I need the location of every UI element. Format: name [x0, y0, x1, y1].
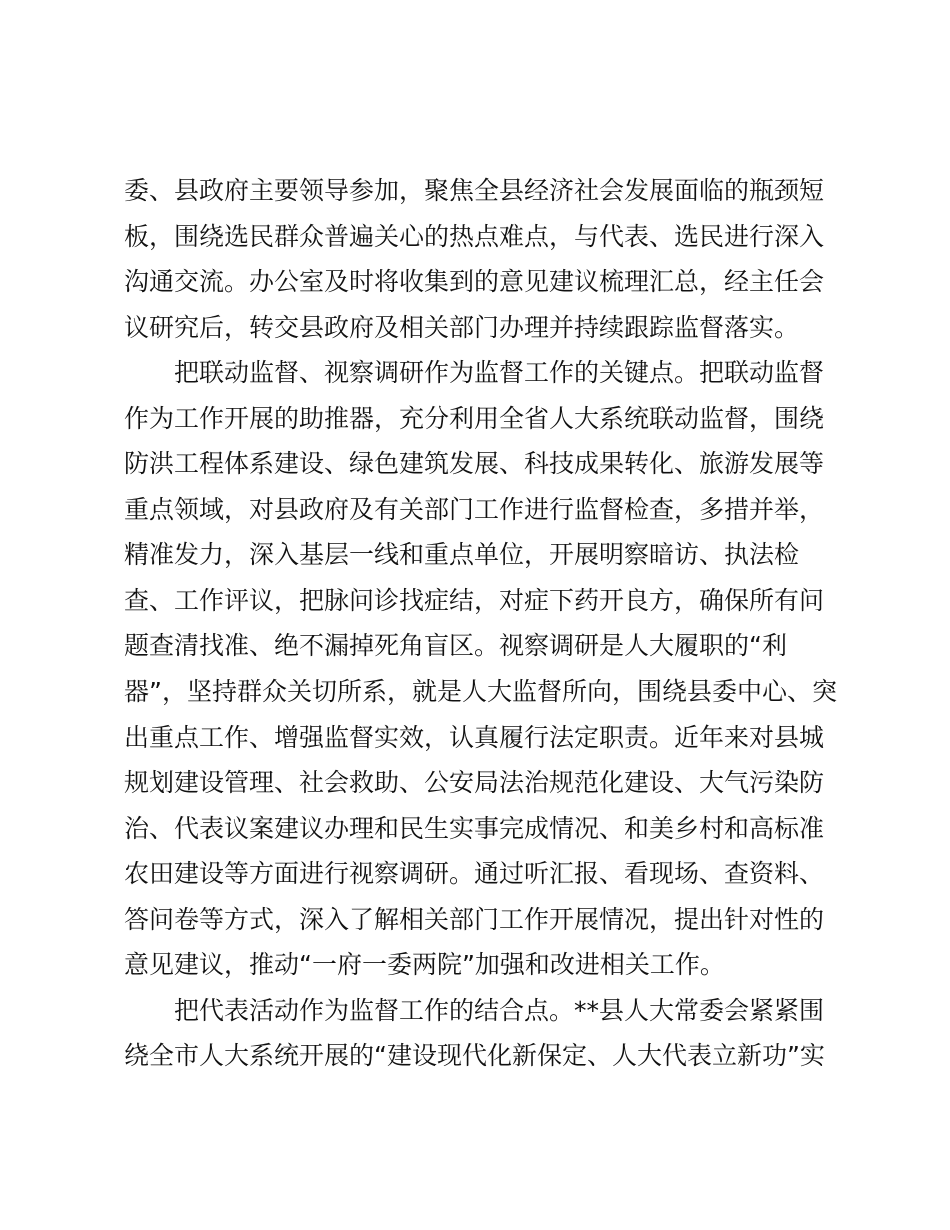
line-text: 器”，坚持群众关切所系，就是人大监督所向，围绕县委中心、突: [124, 677, 837, 707]
text-line: [0, 396, 950, 442]
text-line: [0, 669, 950, 715]
line-text: 出重点工作、增强监督实效，认真履行法定职责。近年来对县城: [124, 722, 825, 752]
text-line: [0, 259, 950, 305]
line-text: 答问卷等方式，深入了解相关部门工作开展情况，提出针对性的: [124, 904, 825, 934]
text-line: [0, 532, 950, 578]
text-line: [0, 806, 950, 852]
line-text: 沟通交流。办公室及时将收集到的意见建议梳理汇总，经主任会: [124, 267, 825, 297]
body-text: [0, 168, 950, 1079]
text-line: [0, 578, 950, 624]
line-text: 板，围绕选民群众普遍关心的热点难点，与代表、选民进行深入: [124, 221, 825, 251]
line-text: 议研究后，转交县政府及相关部门办理并持续跟踪监督落实。: [124, 312, 800, 342]
text-line: [0, 1033, 950, 1079]
text-line: [0, 168, 950, 214]
text-line: [0, 851, 950, 897]
line-text: 重点领域，对县政府及有关部门工作进行监督检查，多措并举，: [124, 494, 825, 524]
line-text: 农田建设等方面进行视察调研。通过听汇报、看现场、查资料、: [124, 859, 825, 889]
line-text: 防洪工程体系建设、绿色建筑发展、科技成果转化、旅游发展等: [124, 449, 825, 479]
text-line: [0, 623, 950, 669]
text-line: [0, 715, 950, 761]
line-text: 绕全市人大系统开展的“建设现代化新保定、人大代表立新功”实: [124, 1041, 825, 1071]
line-text: 精准发力，深入基层一线和重点单位，开展明察暗访、执法检: [124, 540, 800, 570]
line-text: 题查清找准、绝不漏掉死角盲区。视察调研是人大履职的“利: [124, 631, 787, 661]
text-line: [0, 942, 950, 988]
line-text: 查、工作评议，把脉问诊找症结，对症下药开良方，确保所有问: [124, 585, 825, 615]
line-text: 把联动监督、视察调研作为监督工作的关键点。把联动监督: [174, 358, 825, 388]
text-line: [0, 487, 950, 533]
paragraph-first-line: [0, 350, 950, 396]
line-text: 作为工作开展的助推器，充分利用全省人大系统联动监督，围绕: [124, 403, 825, 433]
text-line: [0, 897, 950, 943]
line-text: 治、代表议案建议办理和民生实事完成情况、和美乡村和高标准: [124, 813, 825, 843]
text-line: [0, 441, 950, 487]
line-text: 意见建议，推动“一府一委两院”加强和改进相关工作。: [124, 950, 725, 980]
line-text: 把代表活动作为监督工作的结合点。**县人大常委会紧紧围: [174, 995, 825, 1025]
text-line: [0, 760, 950, 806]
line-text: 委、县政府主要领导参加，聚焦全县经济社会发展面临的瓶颈短: [124, 176, 825, 205]
paragraph-first-line: [0, 988, 950, 1034]
line-text: 规划建设管理、社会救助、公安局法治规范化建设、大气污染防: [124, 768, 825, 798]
text-line: [0, 305, 950, 351]
text-line: [0, 214, 950, 260]
